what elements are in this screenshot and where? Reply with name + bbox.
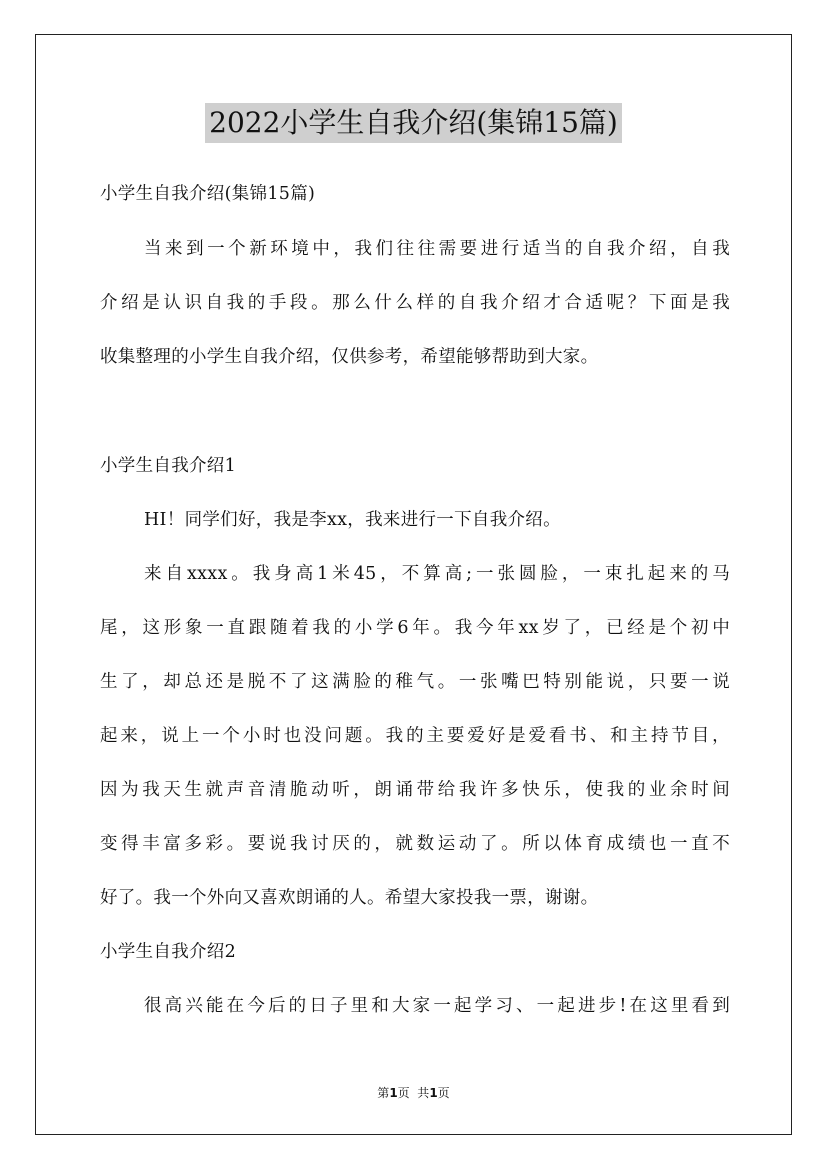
section-heading-2: 小学生自我介绍2: [100, 942, 237, 962]
section1-paragraph-line: 起来，说上一个小时也没问题。我的主要爱好是爱看书、和主持节目，: [100, 726, 730, 746]
footer-page-current: 1: [389, 1086, 398, 1100]
section-heading-1: 小学生自我介绍1: [100, 456, 237, 476]
section1-paragraph-line: 变得丰富多彩。要说我讨厌的，就数运动了。所以体育成绩也一直不: [100, 834, 730, 854]
page-footer: [0, 1084, 827, 1101]
document-title: [0, 102, 827, 143]
document-title-text: 2022小学生自我介绍(集锦15篇): [205, 103, 622, 143]
intro-paragraph-line: 介绍是认识自我的手段。那么什么样的自我介绍才合适呢？下面是我: [100, 293, 730, 313]
footer-page-suffix: 页: [437, 1086, 450, 1100]
intro-paragraph-line: 收集整理的小学生自我介绍，仅供参考，希望能够帮助到大家。: [100, 347, 599, 367]
section1-greeting: HI！同学们好，我是李xx，我来进行一下自我介绍。: [144, 510, 561, 530]
section1-paragraph-line: 好了。我一个外向又喜欢朗诵的人。希望大家投我一票，谢谢。: [100, 888, 599, 908]
section2-paragraph-line: 很高兴能在今后的日子里和大家一起学习、一起进步!在这里看到: [144, 996, 730, 1016]
footer-page-mid: 页 共: [397, 1086, 430, 1100]
footer-page-prefix: 第: [377, 1086, 390, 1100]
footer-page-total: 1: [429, 1086, 438, 1100]
section1-paragraph-line: 来自xxxx。我身高1米45，不算高;一张圆脸，一束扎起来的马: [144, 564, 730, 584]
section1-paragraph-line: 因为我天生就声音清脆动听，朗诵带给我许多快乐，使我的业余时间: [100, 780, 730, 800]
section1-paragraph-line: 尾，这形象一直跟随着我的小学6年。我今年xx岁了，已经是个初中: [100, 618, 730, 638]
intro-paragraph-line: 当来到一个新环境中，我们往往需要进行适当的自我介绍，自我: [144, 239, 730, 259]
section1-paragraph-line: 生了，却总还是脱不了这满脸的稚气。一张嘴巴特别能说，只要一说: [100, 672, 730, 692]
document-subtitle: 小学生自我介绍(集锦15篇): [100, 184, 316, 204]
